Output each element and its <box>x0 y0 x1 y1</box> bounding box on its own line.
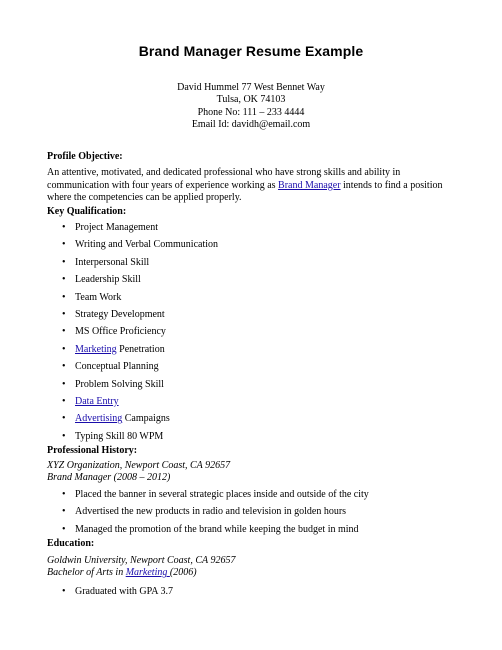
list-item <box>62 274 218 291</box>
bullet-icon: • <box>62 430 66 442</box>
list-item <box>62 361 218 378</box>
profile-line-1: An attentive, motivated, and dedicated professional who have strong skills and ability in <box>47 167 401 178</box>
list-item <box>62 489 369 506</box>
list-item <box>62 506 369 523</box>
page-title: Brand Manager Resume Example <box>138 43 364 59</box>
bullet-icon: • <box>62 506 66 518</box>
bullet-icon: • <box>62 291 66 303</box>
qualification-text: Problem Solving Skill <box>75 378 164 390</box>
contact-city: Tulsa, OK 74103 <box>216 94 286 106</box>
education-degree-pre: Bachelor of Arts in <box>47 567 126 578</box>
bullet-icon: • <box>62 326 66 338</box>
history-item-text: Placed the banner in several strategic places inside and outside of the city <box>75 489 369 500</box>
bullet-icon: • <box>62 256 66 268</box>
contact-name-address: David Hummel 77 West Bennet Way <box>177 82 325 93</box>
qualification-link[interactable]: Marketing <box>75 343 117 355</box>
qualification-text: Writing and Verbal Communication <box>75 239 218 251</box>
qualification-heading: Key Qualification: <box>47 206 127 217</box>
bullet-icon: • <box>62 222 66 233</box>
education-item-text: Graduated with GPA 3.7 <box>75 586 173 597</box>
contact-phone: Phone No: 111 – 233 4444 <box>197 106 305 118</box>
bullet-icon: • <box>62 361 66 373</box>
qualification-text: Project Management <box>75 222 159 233</box>
profile-paragraph <box>47 167 467 205</box>
history-item-text: Advertised the new products in radio and television in golden hours <box>75 506 347 518</box>
bullet-icon: • <box>62 395 66 407</box>
bullet-icon: • <box>62 523 66 535</box>
list-item <box>62 524 369 541</box>
marketing-degree-link[interactable]: Marketing <box>125 567 170 578</box>
list-item <box>62 379 218 396</box>
profile-line-2-post: intends to find a position <box>340 179 443 191</box>
education-heading: Education: <box>47 538 95 549</box>
education-list <box>62 586 173 603</box>
list-item <box>62 586 173 603</box>
brand-manager-link[interactable]: Brand Manager <box>278 179 341 191</box>
list-item <box>62 239 218 256</box>
education-degree-post: (2006) <box>169 567 197 578</box>
qualification-link[interactable]: Data Entry <box>75 395 119 407</box>
bullet-icon: • <box>62 378 66 390</box>
qualification-text: MS Office Proficiency <box>75 326 166 338</box>
list-item <box>62 413 218 430</box>
contact-email: Email Id: davidh@email.com <box>191 119 311 131</box>
bullet-icon: • <box>62 239 66 251</box>
qualification-text: Strategy Development <box>75 308 165 320</box>
bullet-icon: • <box>62 413 66 425</box>
list-item <box>62 257 218 274</box>
bullet-icon: • <box>62 586 66 597</box>
profile-line-2-pre: communication with four years of experience working as <box>47 179 279 191</box>
history-list <box>62 489 369 541</box>
education-degree <box>47 567 197 580</box>
qualification-text: Conceptual Planning <box>75 361 159 373</box>
bullet-icon: • <box>62 308 66 320</box>
bullet-icon: • <box>62 343 66 355</box>
qualification-link[interactable]: Advertising <box>75 413 123 425</box>
qualification-text: Penetration <box>116 343 165 355</box>
history-heading: Professional History: <box>47 445 138 456</box>
profile-line-2 <box>47 180 467 193</box>
list-item <box>62 396 218 413</box>
list-item <box>62 222 218 239</box>
qualification-text: Team Work <box>75 291 122 303</box>
qualification-text: Campaigns <box>122 413 170 425</box>
profile-heading: Profile Objective: <box>47 151 123 162</box>
contact-block <box>0 82 502 132</box>
qualification-text: Typing Skill 80 WPM <box>75 430 164 442</box>
list-item <box>62 326 218 343</box>
list-item <box>62 292 218 309</box>
bullet-icon: • <box>62 489 66 500</box>
list-item <box>62 344 218 361</box>
education-school: Goldwin University, Newport Coast, CA 92657 <box>47 555 236 566</box>
qualification-text: Interpersonal Skill <box>75 256 150 268</box>
list-item <box>62 309 218 326</box>
bullet-icon: • <box>62 274 66 286</box>
history-role: Brand Manager (2008 – 2012) <box>47 472 171 483</box>
qualification-text: Leadership Skill <box>75 274 141 286</box>
history-organization: XYZ Organization, Newport Coast, CA 92657 <box>47 460 231 471</box>
history-item-text: Managed the promotion of the brand while keeping the budget in mind <box>75 523 359 535</box>
qualification-list <box>62 222 218 448</box>
profile-line-3: where the competencies can be applied properly. <box>47 192 242 203</box>
